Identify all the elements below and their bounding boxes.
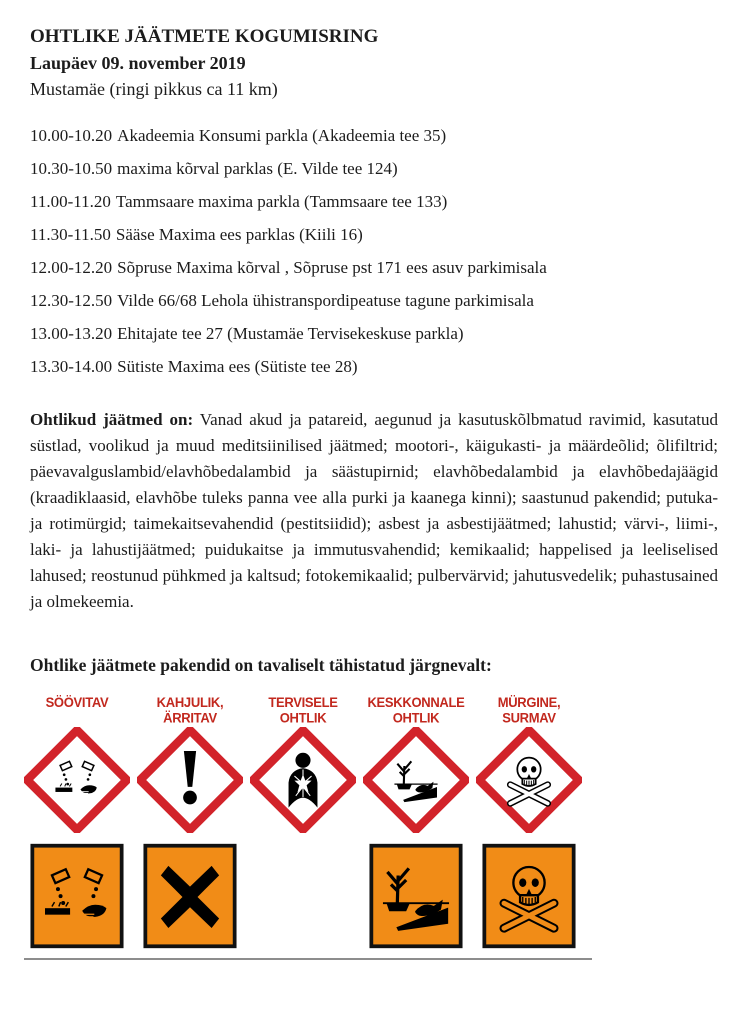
hazard-column-corrosive — [24, 695, 130, 949]
schedule-item — [30, 126, 718, 146]
paragraph-body: Vanad akud ja patareid, aegunud ja kasutuskõlbmatud ravimid, kasutatud süstlad, voolikud ja muud meditsiinilised jäätmed; mootori-, käigukasti- ja määrdeõlid; õlifiltrid; päevavalguslambid/elavhõbedalambid ja säästupirnid; elavhõbedalambid ja elavhõbedajäägid (kraadiklaasid, elavhõbe tuleks panna vee alla purki ja kaanega kinni); saastunud pakendid; putuka- ja rotimürgid; taimekaitsevahendid (pestitsiidid); asbest ja asbestijäätmed; lahustid; värvi-, liimi-, laki- ja lahustijäätmed; puidukaitse ja immutusvahendid; kemikaalid; happelised ja leeliselised lahused; reostunud pühkmed ja kaltsud; fotokemikaalid; pulbervärvid; jahutusvedelik; puhastusained ja olmekeemia. — [30, 410, 718, 611]
hazard-label-line2: OHTLIK — [392, 709, 440, 726]
schedule-time: 13.30-14.00 — [30, 357, 113, 376]
hazard-label-line1: SÖÖVITAV — [45, 693, 109, 710]
schedule-time: 10.30-10.50 — [30, 159, 113, 178]
schedule-location: maxima kõrval parklas (E. Vilde tee 124) — [117, 159, 398, 178]
eu-toxic-skull-icon — [482, 843, 576, 949]
schedule-time: 12.30-12.50 — [30, 291, 113, 310]
schedule-item — [30, 258, 718, 278]
ghs-environment-icon — [363, 727, 469, 833]
hazard-label-line1: KESKKONNALE — [367, 693, 465, 710]
eu-harmful-x-icon — [143, 843, 237, 949]
schedule-location: Tammsaare maxima parkla (Tammsaare tee 133) — [115, 192, 448, 211]
ghs-health-hazard-icon — [250, 727, 356, 833]
hazard-label — [498, 694, 561, 728]
hazard-label-line1: MÜRGINE, — [497, 693, 561, 710]
schedule-location: Sütiste Maxima ees (Sütiste tee 28) — [117, 357, 358, 376]
schedule-item — [30, 324, 718, 344]
hazard-label-line2: OHTLIK — [279, 709, 327, 726]
ghs-skull-icon — [476, 727, 582, 833]
paragraph-lead: Ohtlikud jäätmed on: — [30, 410, 194, 429]
schedule-item — [30, 159, 718, 179]
schedule-item — [30, 225, 718, 245]
schedule-time: 13.00-13.20 — [30, 324, 113, 343]
page-subtitle: Laupäev 09. november 2019 — [30, 53, 246, 73]
hazard-column-toxic — [476, 695, 582, 949]
schedule-location: Ehitajate tee 27 (Mustamäe Tervisekeskuse parkla) — [117, 324, 464, 343]
schedule-time: 12.00-12.20 — [30, 258, 113, 277]
hazard-label — [157, 694, 224, 728]
schedule-item — [30, 291, 718, 311]
schedule-location: Sõpruse Maxima kõrval , Sõpruse pst 171 ees asuv parkimisala — [117, 258, 547, 277]
schedule-list — [30, 126, 718, 377]
hazard-pictogram-grid — [24, 695, 589, 949]
hazard-label — [268, 694, 337, 728]
schedule-location: Sääse Maxima ees parklas (Kiili 16) — [115, 225, 363, 244]
schedule-time: 10.00-10.20 — [30, 126, 113, 145]
schedule-item — [30, 357, 718, 377]
schedule-location: Vilde 66/68 Lehola ühistranspordipeatuse tagune parkimisala — [117, 291, 534, 310]
ghs-corrosive-icon — [24, 727, 130, 833]
schedule-time: 11.30-11.50 — [30, 225, 111, 244]
schedule-time: 11.00-11.20 — [30, 192, 111, 211]
hazard-label — [46, 694, 109, 728]
hazard-label-line2: ÄRRITAV — [163, 709, 217, 726]
bottom-divider — [24, 958, 592, 960]
schedule-item — [30, 192, 718, 212]
schedule-location: Akadeemia Konsumi parkla (Akadeemia tee 35) — [117, 126, 447, 145]
hazard-column-harmful — [137, 695, 243, 949]
hazard-column-health — [250, 695, 356, 949]
route-info: Mustamäe (ringi pikkus ca 11 km) — [30, 79, 278, 99]
eu-corrosive-icon — [30, 843, 124, 949]
hazard-column-environment — [363, 695, 469, 949]
hazard-label-line1: TERVISELE — [268, 693, 338, 710]
page-title: OHTLIKE JÄÄTMETE KOGUMISRING — [30, 26, 379, 47]
hazard-label — [367, 694, 464, 728]
hazard-label-line2: SURMAV — [502, 709, 556, 726]
eu-environment-icon — [369, 843, 463, 949]
hazard-label-line1: KAHJULIK, — [156, 693, 224, 710]
symbols-section-heading: Ohtlike jäätmete pakendid on tavaliselt tähistatud järgnevalt: — [30, 655, 492, 675]
ghs-exclamation-icon — [137, 727, 243, 833]
hazardous-waste-paragraph — [30, 407, 718, 615]
